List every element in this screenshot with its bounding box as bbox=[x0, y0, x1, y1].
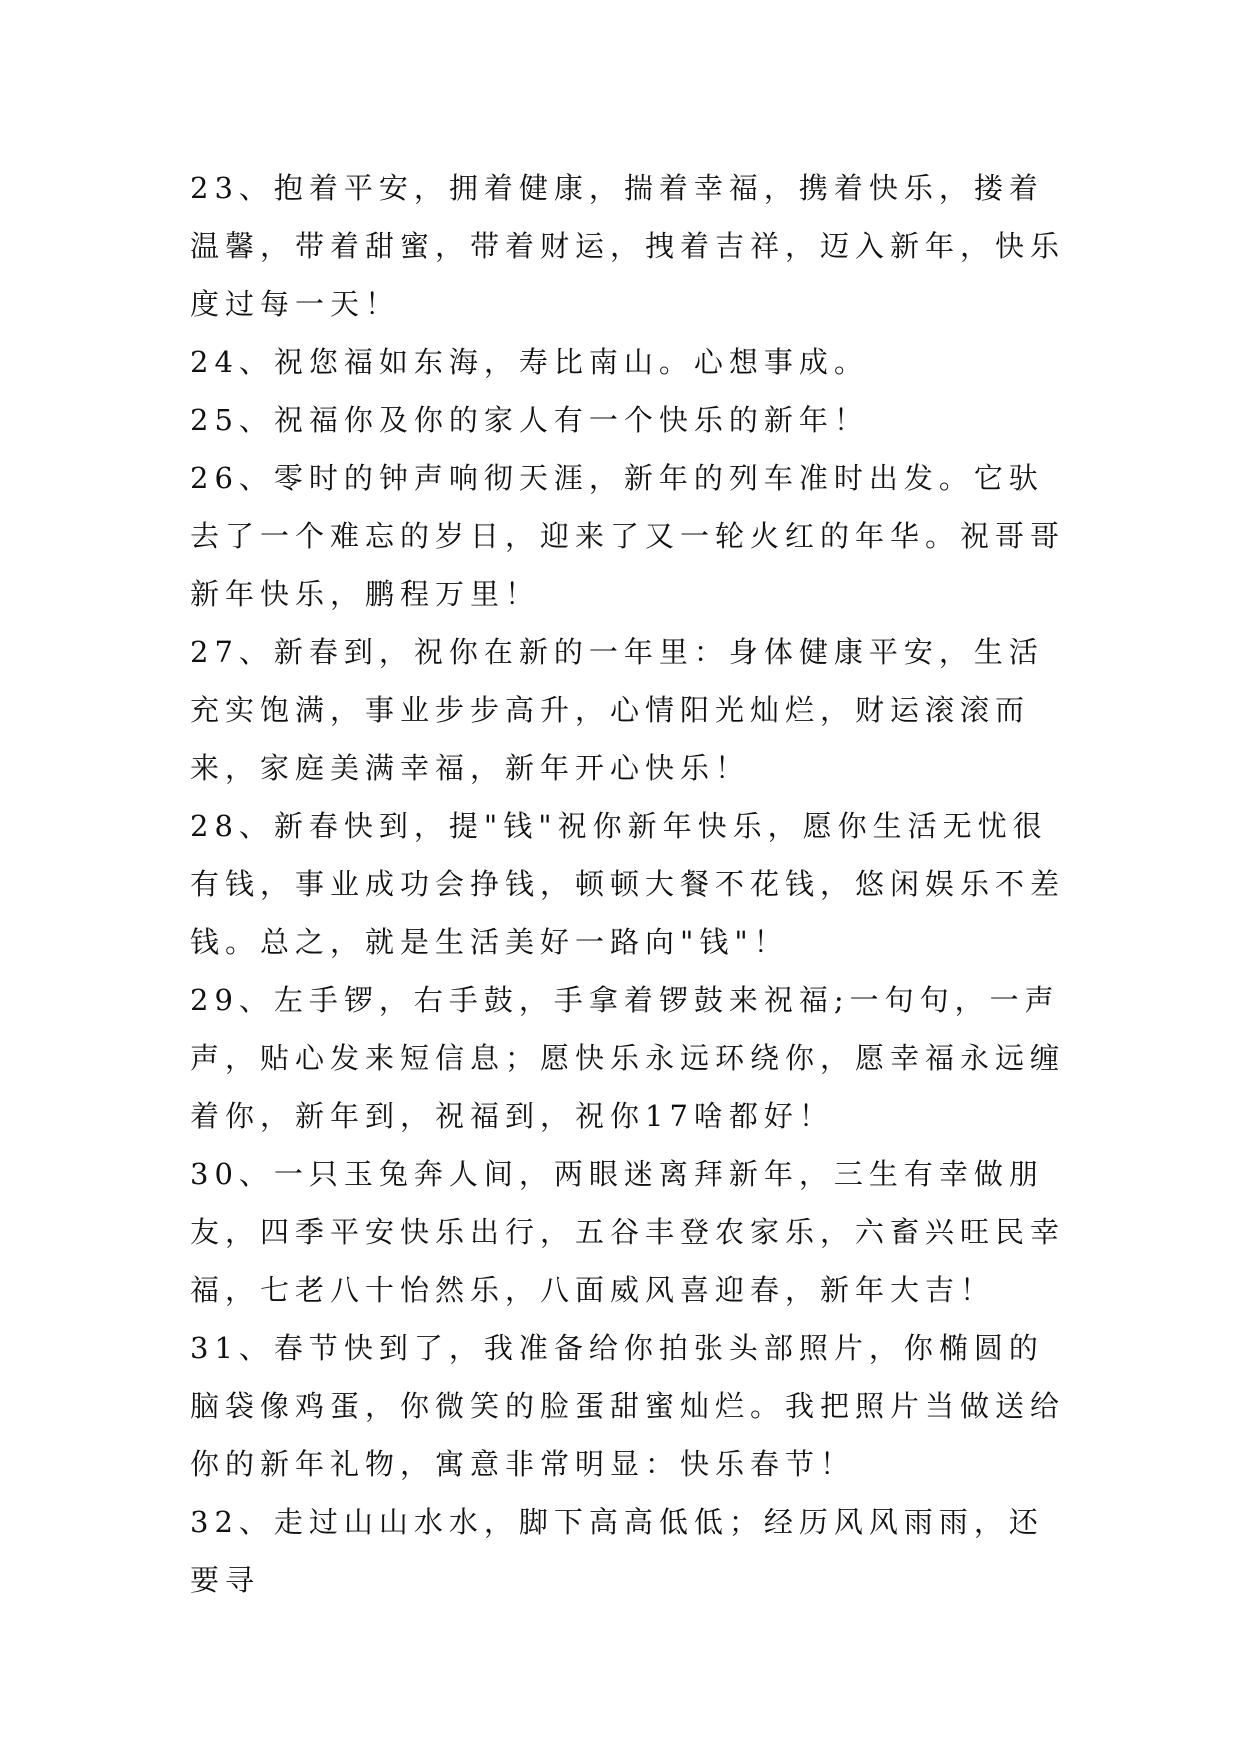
list-item: 28、新春快到，提"钱"祝你新年快乐，愿你生活无忧很有钱，事业成功会挣钱，顿顿大餐不花钱，悠闲娱乐不差钱。总之，就是生活美好一路向"钱"！ bbox=[190, 809, 1066, 959]
list-item: 29、左手锣，右手鼓，手拿着锣鼓来祝福;一句句，一声声，贴心发来短信息；愿快乐永远环绕你，愿幸福永远缠着你，新年到，祝福到，祝你17啥都好！ bbox=[190, 983, 1066, 1133]
document-body bbox=[190, 159, 1070, 1609]
list-item: 24、祝您福如东海，寿比南山。心想事成。 bbox=[190, 345, 869, 379]
list-item: 25、祝福你及你的家人有一个快乐的新年！ bbox=[190, 403, 869, 437]
list-item: 32、走过山山水水，脚下高高低低；经历风风雨雨，还要寻 bbox=[190, 1505, 1044, 1597]
list-item: 30、一只玉兔奔人间，两眼迷离拜新年，三生有幸做朋友，四季平安快乐出行，五谷丰登农家乐，六畜兴旺民幸福，七老八十怡然乐，八面威风喜迎春，新年大吉！ bbox=[190, 1157, 1066, 1307]
list-item: 23、抱着平安，拥着健康，揣着幸福，携着快乐，搂着温馨，带着甜蜜，带着财运，拽着吉祥，迈入新年，快乐度过每一天！ bbox=[190, 171, 1066, 321]
list-item: 27、新春到，祝你在新的一年里：身体健康平安，生活充实饱满，事业步步高升，心情阳光灿烂，财运滚滚而来，家庭美满幸福，新年开心快乐！ bbox=[190, 635, 1044, 785]
list-item: 31、春节快到了，我准备给你拍张头部照片，你椭圆的脑袋像鸡蛋，你微笑的脸蛋甜蜜灿烂。我把照片当做送给你的新年礼物，寓意非常明显：快乐春节！ bbox=[190, 1331, 1066, 1481]
list-item: 26、零时的钟声响彻天涯，新年的列车准时出发。它驮去了一个难忘的岁日，迎来了又一轮火红的年华。祝哥哥新年快乐，鹏程万里！ bbox=[190, 461, 1066, 611]
